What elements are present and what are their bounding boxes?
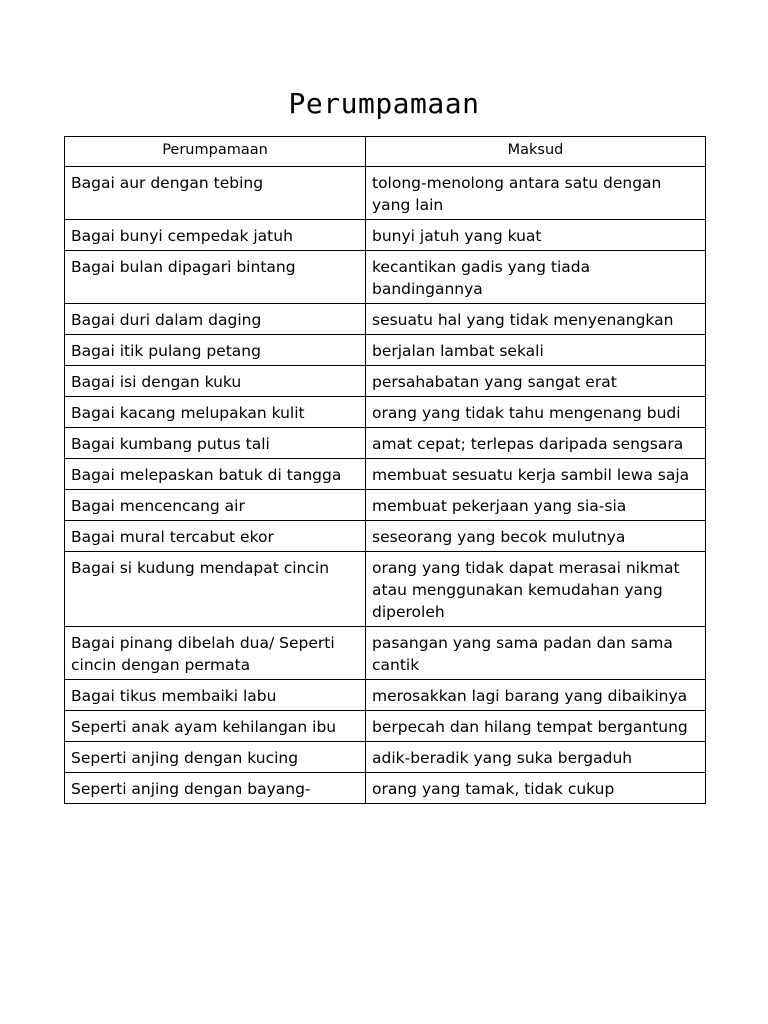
maksud-cell: bunyi jatuh yang kuat <box>366 220 706 251</box>
maksud-cell: orang yang tamak, tidak cukup <box>366 773 706 804</box>
table-row <box>65 459 706 490</box>
maksud-cell: adik-beradik yang suka bergaduh <box>366 742 706 773</box>
perumpamaan-cell: Bagai aur dengan tebing <box>65 167 366 220</box>
column-header-perumpamaan: Perumpamaan <box>65 137 366 167</box>
table-row <box>65 366 706 397</box>
table-row <box>65 335 706 366</box>
table-row <box>65 220 706 251</box>
table-row <box>65 428 706 459</box>
perumpamaan-cell: Bagai pinang dibelah dua/ Seperti cincin dengan permata <box>65 627 366 680</box>
table-header-row <box>65 137 706 167</box>
perumpamaan-cell: Bagai melepaskan batuk di tangga <box>65 459 366 490</box>
page-title: Perumpamaan <box>288 87 480 120</box>
maksud-cell: amat cepat; terlepas daripada sengsara <box>366 428 706 459</box>
column-header-maksud: Maksud <box>366 137 706 167</box>
table-row <box>65 680 706 711</box>
perumpamaan-cell: Seperti anak ayam kehilangan ibu <box>65 711 366 742</box>
table-row <box>65 773 706 804</box>
perumpamaan-cell: Bagai itik pulang petang <box>65 335 366 366</box>
perumpamaan-cell: Bagai mencencang air <box>65 490 366 521</box>
perumpamaan-cell: Seperti anjing dengan kucing <box>65 742 366 773</box>
table-row <box>65 397 706 428</box>
table-row <box>65 251 706 304</box>
maksud-cell: tolong-menolong antara satu dengan yang lain <box>366 167 706 220</box>
maksud-cell: merosakkan lagi barang yang dibaikinya <box>366 680 706 711</box>
perumpamaan-cell: Bagai bunyi cempedak jatuh <box>65 220 366 251</box>
table-row <box>65 711 706 742</box>
perumpamaan-cell: Bagai bulan dipagari bintang <box>65 251 366 304</box>
maksud-cell: orang yang tidak dapat merasai nikmat atau menggunakan kemudahan yang diperoleh <box>366 552 706 627</box>
maksud-cell: persahabatan yang sangat erat <box>366 366 706 397</box>
maksud-cell: sesuatu hal yang tidak menyenangkan <box>366 304 706 335</box>
maksud-cell: orang yang tidak tahu mengenang budi <box>366 397 706 428</box>
perumpamaan-cell: Bagai mural tercabut ekor <box>65 521 366 552</box>
table-row <box>65 304 706 335</box>
maksud-cell: kecantikan gadis yang tiada bandingannya <box>366 251 706 304</box>
table-row <box>65 490 706 521</box>
maksud-cell: seseorang yang becok mulutnya <box>366 521 706 552</box>
perumpamaan-cell: Bagai kacang melupakan kulit <box>65 397 366 428</box>
table-row <box>65 167 706 220</box>
table-row <box>65 742 706 773</box>
perumpamaan-cell: Seperti anjing dengan bayang- <box>65 773 366 804</box>
table-row <box>65 521 706 552</box>
maksud-cell: berpecah dan hilang tempat bergantung <box>366 711 706 742</box>
perumpamaan-cell: Bagai tikus membaiki labu <box>65 680 366 711</box>
perumpamaan-cell: Bagai kumbang putus tali <box>65 428 366 459</box>
perumpamaan-cell: Bagai duri dalam daging <box>65 304 366 335</box>
maksud-cell: pasangan yang sama padan dan sama cantik <box>366 627 706 680</box>
perumpamaan-table <box>64 136 706 804</box>
perumpamaan-cell: Bagai isi dengan kuku <box>65 366 366 397</box>
maksud-cell: berjalan lambat sekali <box>366 335 706 366</box>
table-row <box>65 627 706 680</box>
table-row <box>65 552 706 627</box>
perumpamaan-cell: Bagai si kudung mendapat cincin <box>65 552 366 627</box>
maksud-cell: membuat pekerjaan yang sia-sia <box>366 490 706 521</box>
maksud-cell: membuat sesuatu kerja sambil lewa saja <box>366 459 706 490</box>
